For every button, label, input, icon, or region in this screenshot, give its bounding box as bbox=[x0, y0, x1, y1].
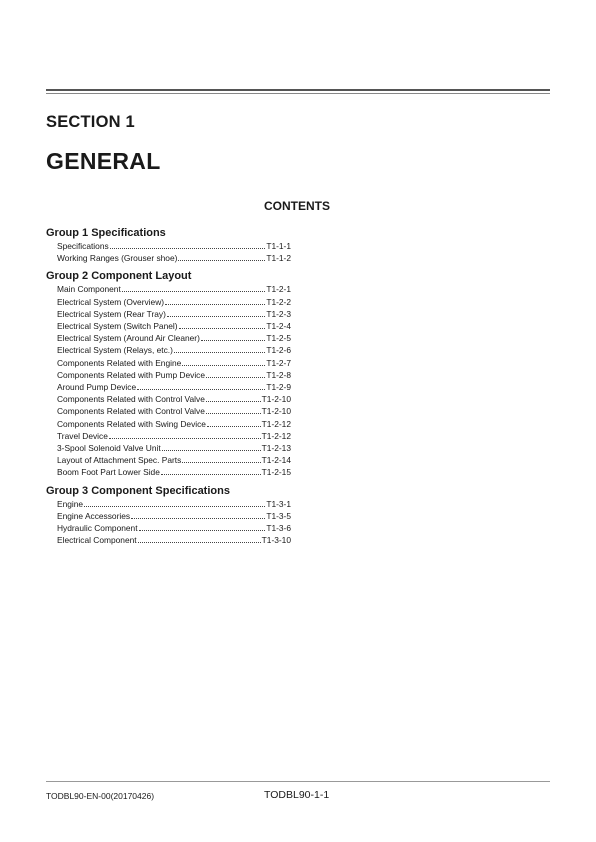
toc-entry-title: Layout of Attachment Spec. Parts bbox=[57, 455, 182, 466]
toc-entry-leader bbox=[207, 426, 261, 427]
toc-group bbox=[46, 484, 296, 547]
toc-entry-page: T1-2-12 bbox=[261, 418, 291, 429]
table-of-contents bbox=[46, 226, 296, 551]
toc-entry-page: T1-2-6 bbox=[266, 345, 291, 356]
toc-entry-leader bbox=[182, 365, 265, 366]
section-label: SECTION 1 bbox=[46, 113, 135, 131]
toc-entry[interactable] bbox=[46, 442, 291, 454]
toc-entry-page: T1-2-12 bbox=[261, 430, 291, 441]
toc-entry[interactable] bbox=[46, 381, 291, 393]
toc-entry-page: T1-2-14 bbox=[261, 455, 291, 466]
toc-entry-title: Specifications bbox=[57, 241, 109, 251]
toc-entry[interactable] bbox=[46, 344, 291, 356]
toc-entry-page: T1-2-15 bbox=[261, 467, 291, 478]
toc-entry[interactable] bbox=[46, 534, 291, 546]
toc-entry-title: Electrical System (Switch Panel) bbox=[57, 321, 178, 332]
toc-entry[interactable] bbox=[46, 418, 291, 430]
toc-entry[interactable] bbox=[46, 320, 291, 332]
toc-entry-title: Working Ranges (Grouser shoe) bbox=[57, 253, 178, 264]
toc-entry-leader bbox=[122, 291, 266, 292]
toc-entry-leader bbox=[137, 389, 265, 390]
toc-group-title: Group 1 Specifications bbox=[46, 227, 166, 239]
toc-entry-title: Main Component bbox=[57, 284, 121, 295]
toc-group bbox=[46, 269, 296, 478]
toc-entry-page: T1-2-13 bbox=[261, 443, 291, 454]
footer-doc-code: TODBL90-EN-00(20170426) bbox=[46, 791, 155, 801]
toc-entry[interactable] bbox=[46, 510, 291, 522]
toc-entry-title: Hydraulic Component bbox=[57, 523, 138, 534]
toc-entry-title: Around Pump Device bbox=[57, 382, 137, 393]
toc-entry-title: Components Related with Control Valve bbox=[57, 394, 205, 405]
toc-entry-title: Components Related with Engine bbox=[57, 357, 182, 368]
toc-entry-page: T1-2-4 bbox=[266, 321, 291, 332]
toc-entry[interactable] bbox=[46, 430, 291, 442]
toc-entry-leader bbox=[162, 450, 261, 451]
toc-entry[interactable] bbox=[46, 357, 291, 369]
footer-page-number: TODBL90-1-1 bbox=[264, 789, 330, 801]
toc-entry-page: T1-2-10 bbox=[261, 394, 291, 405]
toc-entry-page: T1-2-7 bbox=[266, 357, 291, 368]
toc-entry[interactable] bbox=[46, 296, 291, 308]
toc-entry-title: Boom Foot Part Lower Side bbox=[57, 467, 160, 478]
toc-entry-leader bbox=[179, 328, 266, 329]
toc-entry[interactable] bbox=[46, 522, 291, 534]
footer-rule bbox=[46, 781, 550, 782]
toc-entry-page: T1-2-1 bbox=[266, 284, 291, 295]
toc-entry-page: T1-2-8 bbox=[266, 369, 291, 380]
toc-entry-page: T1-2-9 bbox=[266, 382, 291, 393]
toc-entry-page: T1-1-2 bbox=[266, 253, 291, 264]
toc-entry-page: T1-2-2 bbox=[266, 296, 291, 307]
toc-entry-leader bbox=[174, 352, 265, 353]
toc-entry-leader bbox=[182, 462, 260, 463]
toc-entry-leader bbox=[84, 506, 265, 507]
section-title: GENERAL bbox=[46, 148, 161, 174]
toc-entry-title: Electrical System (Relays, etc.) bbox=[57, 345, 173, 356]
toc-entry-title: Engine Accessories bbox=[57, 510, 131, 521]
toc-entry-page: T1-3-6 bbox=[266, 523, 291, 534]
toc-entry[interactable] bbox=[46, 466, 291, 478]
toc-entry-title: Components Related with Control Valve bbox=[57, 406, 205, 417]
toc-entry-leader bbox=[161, 474, 261, 475]
header-rule bbox=[46, 89, 550, 91]
toc-entry-title: Components Related with Pump Device bbox=[57, 369, 206, 380]
toc-entry[interactable] bbox=[46, 252, 291, 264]
toc-entry-page: T1-1-1 bbox=[266, 241, 291, 251]
toc-entry-title: Electrical System (Around Air Cleaner) bbox=[57, 333, 200, 344]
toc-entry-page: T1-2-10 bbox=[261, 406, 291, 417]
toc-entry-page: T1-2-5 bbox=[266, 333, 291, 344]
toc-entry[interactable] bbox=[46, 308, 291, 320]
toc-entry[interactable] bbox=[46, 393, 291, 405]
toc-entry-leader bbox=[206, 401, 261, 402]
contents-heading: CONTENTS bbox=[264, 199, 330, 213]
toc-entry[interactable] bbox=[46, 240, 291, 252]
toc-entry[interactable] bbox=[46, 498, 291, 510]
toc-entry-title: Electrical System (Overview) bbox=[57, 296, 165, 307]
toc-entry-leader bbox=[138, 542, 261, 543]
toc-entry-leader bbox=[109, 438, 261, 439]
toc-entry-leader bbox=[110, 248, 266, 249]
toc-entry[interactable] bbox=[46, 405, 291, 417]
toc-entry-title: Electrical Component bbox=[57, 535, 137, 546]
toc-entry-page: T1-3-10 bbox=[261, 535, 291, 546]
toc-entry[interactable] bbox=[46, 369, 291, 381]
toc-entry-leader bbox=[139, 530, 266, 531]
toc-entry-page: T1-2-3 bbox=[266, 308, 291, 319]
toc-entry-leader bbox=[167, 316, 265, 317]
toc-group bbox=[46, 226, 296, 264]
toc-entry-leader bbox=[206, 413, 261, 414]
toc-entry-title: Components Related with Swing Device bbox=[57, 418, 206, 429]
toc-group-title: Group 3 Component Specifications bbox=[46, 484, 230, 497]
toc-entry-leader bbox=[201, 340, 265, 341]
toc-entry[interactable] bbox=[46, 454, 291, 466]
toc-entry-leader bbox=[165, 304, 265, 305]
toc-entry-leader bbox=[131, 518, 265, 519]
toc-entry-page: T1-3-1 bbox=[266, 498, 291, 509]
toc-entry-title: 3-Spool Solenoid Valve Unit bbox=[57, 443, 161, 454]
toc-entry[interactable] bbox=[46, 332, 291, 344]
toc-entry-title: Engine bbox=[57, 498, 84, 509]
toc-entry-leader bbox=[206, 377, 265, 378]
header-rule-thin bbox=[46, 93, 550, 94]
toc-group-title: Group 2 Component Layout bbox=[46, 270, 192, 283]
toc-entry-leader bbox=[178, 260, 265, 261]
toc-entry-page: T1-3-5 bbox=[266, 510, 291, 521]
toc-entry[interactable] bbox=[46, 283, 291, 295]
toc-entry-title: Travel Device bbox=[57, 430, 108, 441]
toc-entry-title: Electrical System (Rear Tray) bbox=[57, 308, 166, 319]
